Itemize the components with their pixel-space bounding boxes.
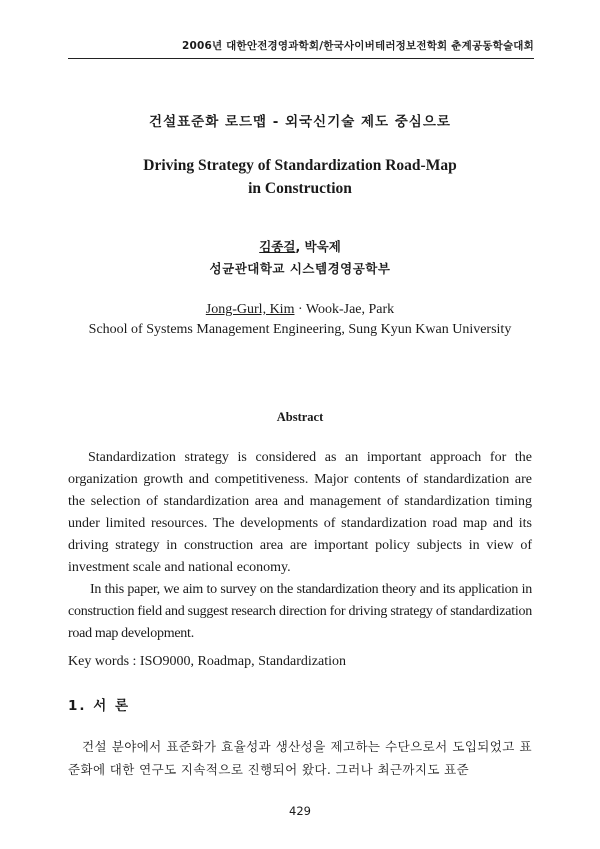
- authors-korean: [0, 237, 600, 255]
- abstract-body: [68, 447, 532, 645]
- running-header: 2006년 대한안전경영과학회/한국사이버테러정보전학회 춘계공동학술대회: [181, 40, 534, 52]
- title-english-line1: Driving Strategy of Standardization Road-Map: [143, 157, 457, 174]
- header-rule: [68, 58, 534, 59]
- author-korean-separator: ,: [295, 239, 305, 254]
- title-korean: 건설표준화 로드맵 - 외국신기술 제도 중심으로: [149, 114, 451, 130]
- author-korean-first: 김종걸: [259, 239, 296, 254]
- author-english-second: Wook-Jae, Park: [305, 302, 395, 317]
- abstract-paragraph-2: In this paper, we aim to survey on the standardization theory and its application in construction field and suggest research direction for driving strategy of standardization road map development.: [68, 582, 532, 641]
- abstract-paragraph-1: Standardization strategy is considered as an important approach for the organization growth and competitiveness. Major contents of standardization are the selection of standardization area and management of standardization timing under limited resources. The developments of standardization road map and its driving strategy in construction area are important policy subjects in view of investment scale and national economy.: [68, 450, 532, 575]
- section-body-introduction: 건설 분야에서 표준화가 효율성과 생산성을 제고하는 수단으로서 도입되었고 표준화에 대한 연구도 지속적으로 진행되어 왔다. 그러나 최근까지도 표준: [68, 739, 532, 777]
- affiliation-english: School of Systems Management Engineering, Sung Kyun Kwan University: [88, 322, 512, 337]
- title-english: [0, 154, 600, 200]
- affiliation-korean: 성균관대학교 시스템경영공학부: [209, 261, 391, 276]
- author-english-separator: ·: [294, 302, 306, 317]
- author-english-first: Jong-Gurl, Kim: [205, 302, 295, 317]
- title-english-line2: in Construction: [248, 180, 352, 197]
- author-korean-second: 박욱제: [304, 239, 341, 254]
- section-heading-introduction: 1. 서 론: [68, 698, 131, 714]
- page-number: 429: [289, 804, 311, 818]
- abstract-heading: Abstract: [276, 410, 324, 424]
- authors-english: [0, 302, 600, 318]
- keywords: Key words : ISO9000, Roadmap, Standardization: [68, 654, 347, 669]
